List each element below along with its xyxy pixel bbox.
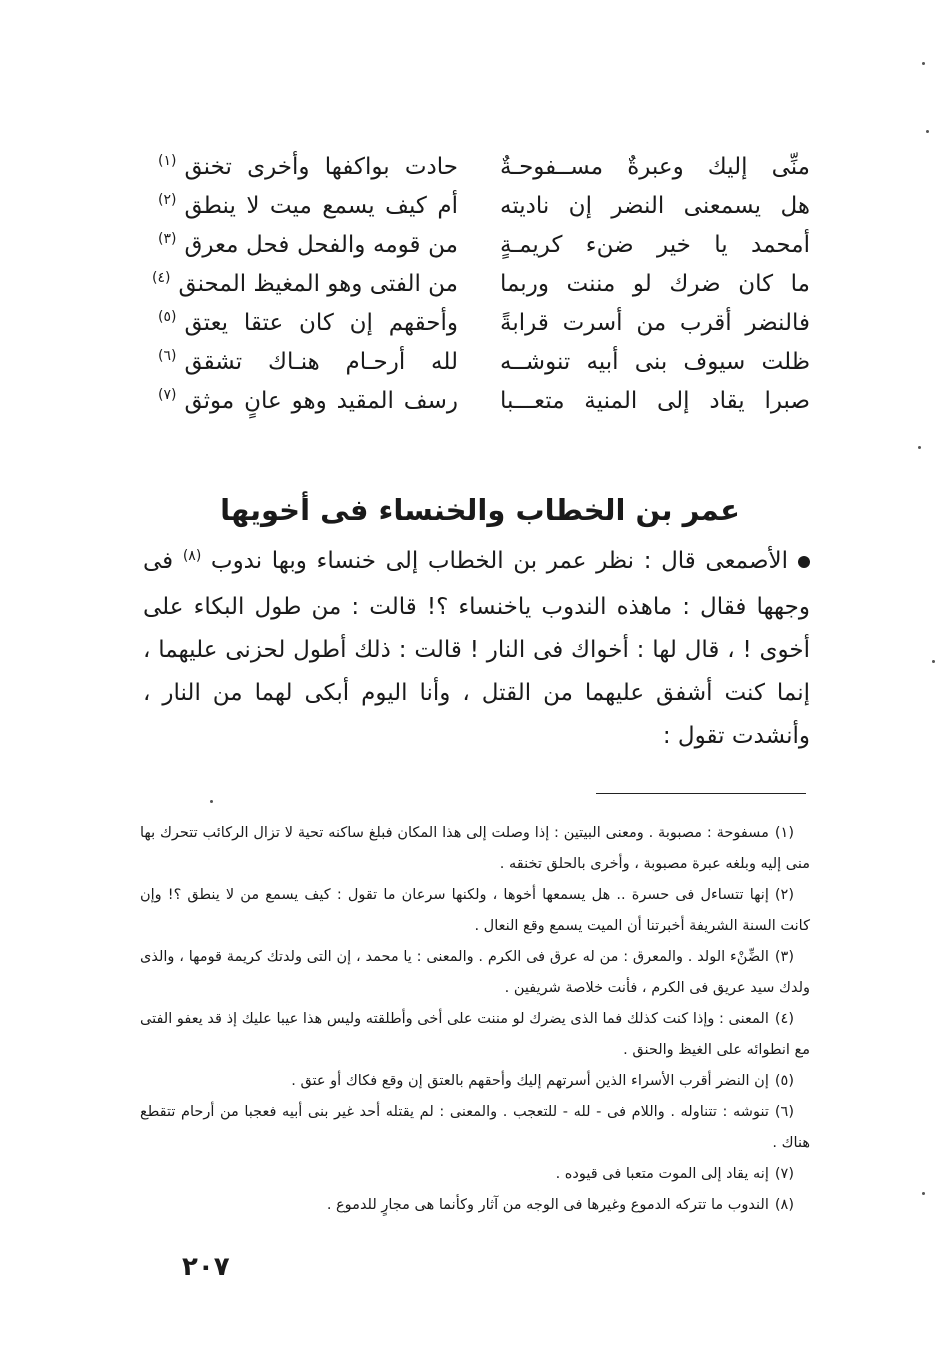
- footnote: [140, 942, 810, 1004]
- footnote-text: إنها تتساءل فى حسرة .. هل يسمعها أخوها ، ولكنها سرعان ما تقول : كيف يسمع من لا ينطق ؟! وإن كانت السنة الشريفة أخبرتنا أن الميت يسمع وقع النعال .: [140, 887, 810, 934]
- verse-second-text: من الفتى وهو المغيظ المحنق: [178, 271, 458, 297]
- scan-speck: [932, 660, 935, 663]
- footnote-text: مسفوحة : مصبوبة . ومعنى البيتين : إذا وصلت إلى هذا المكان فبلغ ساكنه تحية لا تزال الركائب تتحرك بها منى إليه وبلغه عبرة مصبوبة ، وأخرى بالحلق تخنقه .: [140, 825, 810, 872]
- footnote-reference: (٨): [182, 548, 202, 564]
- footnote-number: (٧): [774, 1166, 794, 1182]
- verse-second-hemistich: [151, 265, 458, 304]
- verse-second-hemistich: [158, 382, 458, 421]
- verse-first-hemistich: أمحمد يا خير ضنء كريمـةٍ: [500, 232, 810, 258]
- verse-first-hemistich: ما كان ضرك لو مننت وربما: [500, 271, 810, 297]
- section-heading: عمر بن الخطاب والخنساء فى أخويها: [220, 493, 740, 527]
- paragraph-opening: الأصمعى قال : نظر عمر بن الخطاب إلى خنساء وبها ندوب: [210, 548, 789, 574]
- footnote-number: (٢): [774, 887, 794, 903]
- bullet-icon: [798, 556, 810, 568]
- poem-verse: [150, 226, 810, 265]
- verse-first-hemistich: منِّى إليك وعبرةٌ مســفوحـةٌ: [500, 154, 810, 180]
- poem-verse: [150, 343, 810, 382]
- verse-second-hemistich: [158, 187, 458, 226]
- paragraph-continuation: فى وجهها فقال : ماهذه الندوب ياخنساء ؟! قالت : من طول البكاء على أخوى ! ، قال لها : أخواك فى النار ! قالت : ذلك أطول لحزنى عليهما ، إنما كنت أشفق عليهما من القتل ، وأنا اليوم أبكى لهما من النار ، وأنشدت تقول :: [143, 548, 810, 749]
- footnote-text: الندوب ما تتركه الدموع وغيرها فى الوجه من آثار وكأنما هى مجارٍ للدموع .: [326, 1197, 769, 1213]
- footnote-text: المعنى : وإذا كنت كذلك فما الذى يضرك لو مننت على أخى وأطلقته وليس هذا عيبا عليك إذ قد يعفو الفتى مع انطوائه على الغيظ والحنق .: [140, 1011, 810, 1058]
- poem-verse: [150, 148, 810, 187]
- scan-speck: [922, 1192, 925, 1195]
- footnote-text: الضِّنْء الولد . والمعرق : من له عرق فى الكرم . والمعنى : يا محمد ، إن التى ولدتك كريمة قومها ، والذى ولدك سيد عريق فى الكرم ، فأنت خلاصة شريفين .: [140, 949, 810, 996]
- page-number: ٢٠٧: [182, 1252, 230, 1282]
- footnote-reference: (٧): [158, 387, 177, 403]
- footnote-reference: (١): [158, 153, 177, 169]
- poem-block: [150, 148, 810, 421]
- footnote-text: إن النضر أقرب الأسراء الذين أسرتهم إليك وأحقهم بالعتق إن وقع فكاك أو عتق .: [291, 1073, 769, 1089]
- verse-second-hemistich: [158, 343, 458, 382]
- poem-verse: [150, 304, 810, 343]
- footnote-reference: (٥): [158, 309, 177, 325]
- footnote: [140, 1097, 810, 1159]
- footnote-number: (١): [774, 825, 794, 841]
- footnote-number: (٤): [774, 1011, 794, 1027]
- verse-second-hemistich: [158, 304, 458, 343]
- footnote-separator: [596, 793, 806, 794]
- footnote: [140, 1066, 810, 1097]
- footnote-text: تنوشه : تتناوله . واللام فى - لله - للتعجب . والمعنى : لم يقتله أحد غير بنى أبيه فعجبا من أرحام تتقطع هناك .: [140, 1104, 810, 1151]
- poem-verse: [150, 265, 810, 304]
- verse-second-text: رسف المقيد وهو عانٍ موثق: [184, 388, 458, 414]
- footnote-text: إنه يقاد إلى الموت متعبا فى قيوده .: [555, 1166, 769, 1182]
- footnote-number: (٨): [774, 1197, 794, 1213]
- verse-second-text: حادت بواكفها وأخرى تخنق: [184, 154, 458, 180]
- verse-second-text: أم كيف يسمع ميت لا ينطق: [184, 193, 458, 219]
- verse-second-text: لله أرحـام هنـاك تشقق: [184, 349, 458, 375]
- poem-verse: [150, 382, 810, 421]
- footnote: [140, 1004, 810, 1066]
- verse-second-hemistich: [158, 226, 458, 265]
- body-paragraph: [143, 540, 810, 758]
- verse-second-hemistich: [158, 148, 458, 187]
- footnote: [140, 818, 810, 880]
- verse-first-hemistich: هل يسمعنى النضر إن ناديته: [500, 193, 810, 219]
- verse-second-text: وأحقهم إن كان عتقا يعتق: [184, 310, 458, 336]
- footnote-number: (٣): [774, 949, 794, 965]
- footnote-reference: (٤): [151, 270, 171, 286]
- footnote-reference: (٢): [158, 192, 177, 208]
- footnote-reference: (٣): [158, 231, 177, 247]
- footnote: [140, 1190, 810, 1221]
- verse-first-hemistich: صبرا يقاد إلى المنية متعـــبا: [500, 388, 810, 414]
- verse-second-text: من قومه والفحل فحل معرق: [184, 232, 458, 258]
- footnote: [140, 1159, 810, 1190]
- scan-speck: [922, 62, 925, 65]
- verse-first-hemistich: ظلت سيوف بنى أبيه تنوشــه: [500, 349, 810, 375]
- footnote-number: (٦): [774, 1104, 794, 1120]
- poem-verse: [150, 187, 810, 226]
- footnote: [140, 880, 810, 942]
- scan-speck: [918, 446, 921, 449]
- verse-first-hemistich: فالنضر أقرب من أسرت قرابةً: [500, 310, 810, 336]
- footnote-reference: (٦): [158, 348, 177, 364]
- footnote-number: (٥): [774, 1073, 794, 1089]
- footnotes-block: [140, 818, 810, 1221]
- scan-speck: [926, 130, 929, 133]
- scan-speck: [210, 800, 213, 803]
